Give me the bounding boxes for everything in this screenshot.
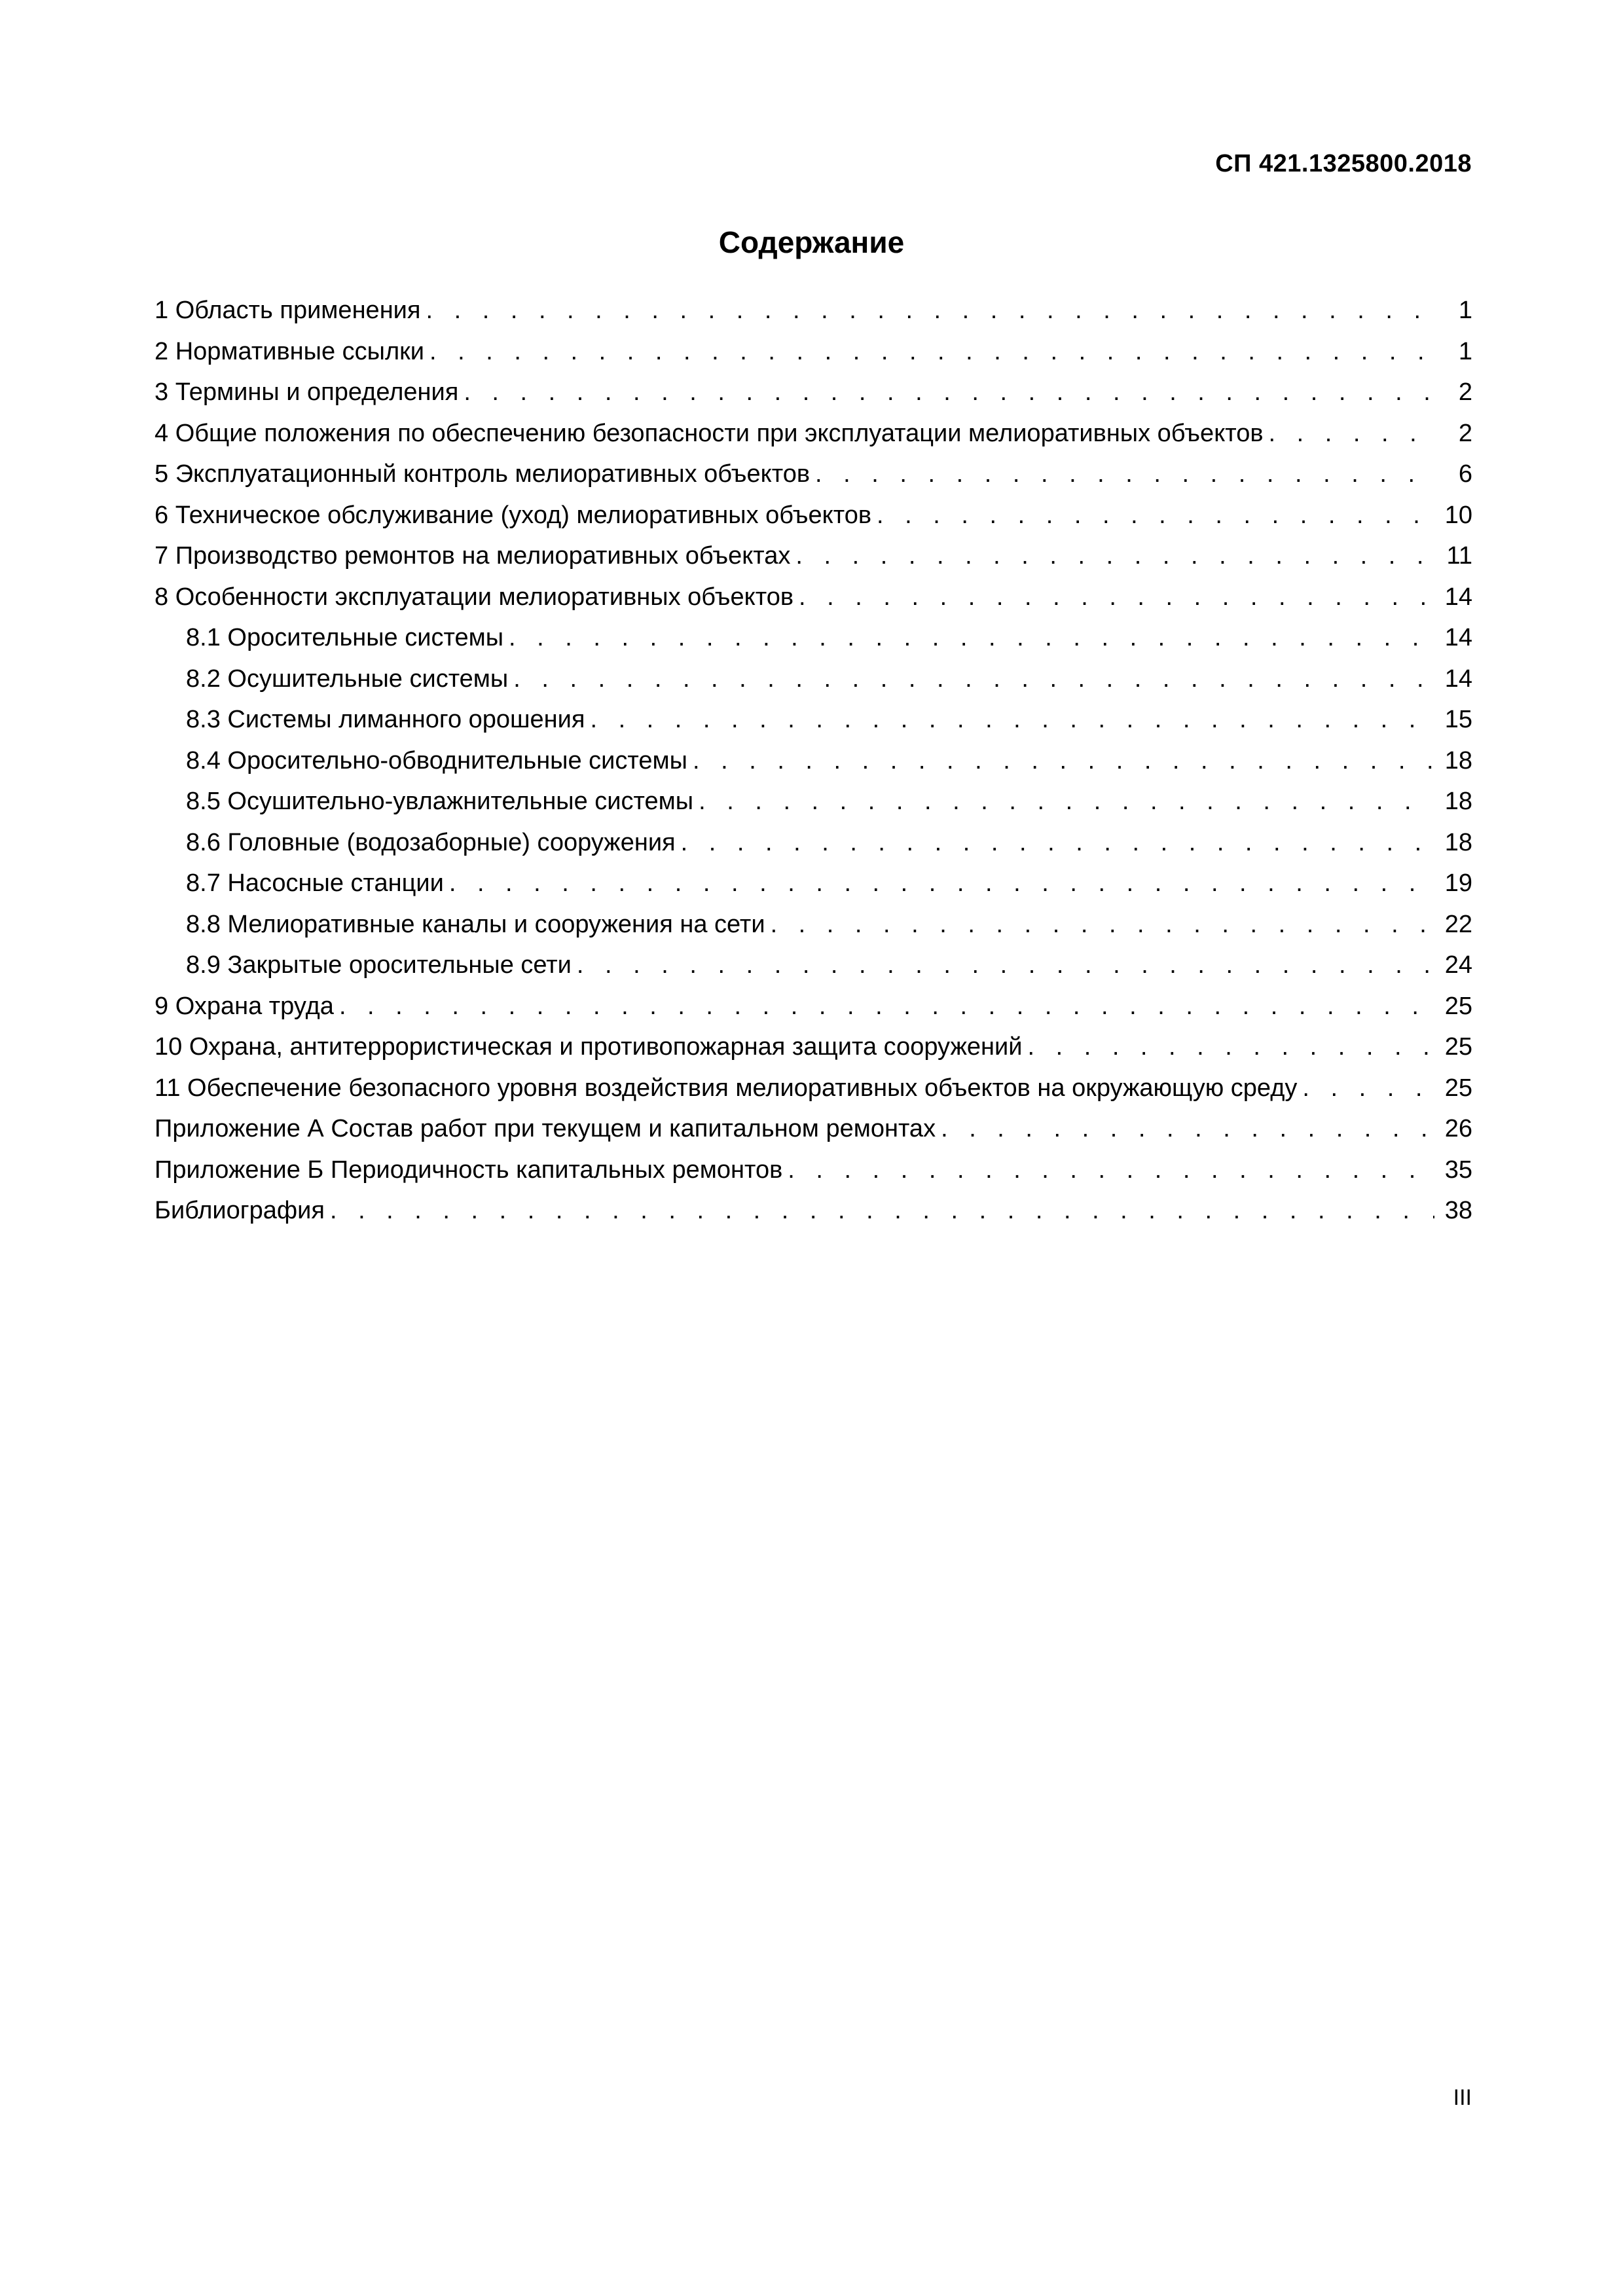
toc-dot-leader xyxy=(513,659,1434,699)
toc-entry-page: 18 xyxy=(1444,828,1472,856)
toc-dot-leader xyxy=(795,536,1434,576)
toc-dot-leader xyxy=(1269,413,1434,454)
toc-dot-leader xyxy=(799,577,1434,617)
toc-entry[interactable] xyxy=(155,986,1472,1027)
toc-entry-label: 1 Область применения xyxy=(155,297,421,324)
toc-entry[interactable] xyxy=(155,495,1472,536)
toc-entry[interactable] xyxy=(155,290,1472,331)
toc-entry-page: 2 xyxy=(1458,378,1472,406)
toc-entry-label: 8.3 Системы лиманного орошения xyxy=(186,706,585,733)
toc-entry-label: Библиография xyxy=(155,1197,325,1224)
toc-dot-leader xyxy=(339,986,1434,1027)
toc-entry-label: 8.9 Закрытые оросительные сети xyxy=(186,951,572,979)
toc-entry[interactable] xyxy=(155,413,1472,454)
toc-entry-page: 18 xyxy=(1444,788,1472,815)
toc-entry-page: 14 xyxy=(1444,665,1472,693)
toc-entry-page: 35 xyxy=(1444,1156,1472,1184)
toc-entry[interactable] xyxy=(155,1108,1472,1150)
toc-entry-label: Приложение А Состав работ при текущем и капитальном ремонтах xyxy=(155,1115,936,1142)
toc-entry-label: 4 Общие положения по обеспечению безопасности при эксплуатации мелиоративных объектов xyxy=(155,419,1264,447)
toc-entry-label: Приложение Б Периодичность капитальных ремонтов xyxy=(155,1156,783,1184)
toc-dot-leader xyxy=(577,945,1434,985)
toc-subentry[interactable] xyxy=(155,699,1472,740)
toc-entry-page: 25 xyxy=(1444,1074,1472,1102)
toc-subentry[interactable] xyxy=(155,822,1472,864)
toc-entry-page: 15 xyxy=(1444,706,1472,733)
toc-dot-leader xyxy=(464,372,1434,412)
toc-entry-page: 14 xyxy=(1444,583,1472,611)
toc-dot-leader xyxy=(699,781,1434,822)
toc-entry-page: 10 xyxy=(1444,501,1472,529)
toc-dot-leader xyxy=(1027,1027,1434,1067)
toc-entry[interactable] xyxy=(155,1150,1472,1191)
toc-subentry[interactable] xyxy=(155,659,1472,700)
toc-entry[interactable] xyxy=(155,536,1472,577)
toc-entry-label: 7 Производство ремонтов на мелиоративных объектах xyxy=(155,542,791,570)
toc-dot-leader xyxy=(681,822,1434,863)
toc-entry-label: 8.4 Оросительно-обводнительные системы xyxy=(186,746,687,774)
document-code: СП 421.1325800.2018 xyxy=(1215,150,1472,177)
toc-dot-leader xyxy=(815,454,1434,494)
toc-entry-label: 8.6 Головные (водозаборные) сооружения xyxy=(186,828,676,856)
toc-entry-page: 6 xyxy=(1458,460,1472,488)
toc-entry-label: 8.5 Осушительно-увлажнительные системы xyxy=(186,788,694,815)
toc-entry-label: 3 Термины и определения xyxy=(155,378,459,406)
toc-entry-page: 22 xyxy=(1444,910,1472,938)
toc-subentry[interactable] xyxy=(155,740,1472,782)
toc-dot-leader xyxy=(693,740,1434,781)
toc-subentry[interactable] xyxy=(155,781,1472,822)
toc-entry-page: 14 xyxy=(1444,624,1472,651)
toc-entry-page: 18 xyxy=(1444,746,1472,774)
toc-entry-label: 9 Охрана труда xyxy=(155,992,334,1020)
toc-entry-label: 8.2 Осушительные системы xyxy=(186,665,509,693)
toc-dot-leader xyxy=(941,1108,1434,1149)
toc-entry[interactable] xyxy=(155,372,1472,413)
toc-entry-label: 5 Эксплуатационный контроль мелиоративных объектов xyxy=(155,460,811,488)
toc-entry-page: 19 xyxy=(1444,869,1472,897)
toc-dot-leader xyxy=(788,1150,1434,1190)
toc-entry[interactable] xyxy=(155,1068,1472,1109)
toc-entry-page: 1 xyxy=(1458,337,1472,365)
toc-dot-leader xyxy=(330,1190,1434,1231)
toc-dot-leader xyxy=(509,617,1434,658)
page-number: III xyxy=(1453,2085,1472,2110)
toc-entry[interactable] xyxy=(155,454,1472,495)
toc-entry-label: 11 Обеспечение безопасного уровня воздействия мелиоративных объектов на окружающую среду xyxy=(155,1074,1298,1102)
toc-entry-page: 26 xyxy=(1444,1115,1472,1142)
toc-dot-leader xyxy=(1302,1068,1434,1108)
toc-entry-page: 25 xyxy=(1444,992,1472,1020)
toc-entry-label: 8.8 Мелиоративные каналы и сооружения на сети xyxy=(186,910,765,938)
toc-entry-page: 25 xyxy=(1444,1033,1472,1061)
table-of-contents xyxy=(155,290,1472,1231)
toc-subentry[interactable] xyxy=(155,617,1472,659)
toc-entry-page: 11 xyxy=(1446,542,1472,570)
toc-entry-label: 8 Особенности эксплуатации мелиоративных объектов xyxy=(155,583,794,611)
toc-entry-label: 10 Охрана, антитеррористическая и противопожарная защита сооружений xyxy=(155,1033,1023,1061)
toc-title: Содержание xyxy=(718,225,905,259)
toc-dot-leader xyxy=(426,290,1434,331)
toc-entry-page: 24 xyxy=(1444,951,1472,979)
toc-entry-label: 8.1 Оросительные системы xyxy=(186,624,504,651)
toc-entry[interactable] xyxy=(155,331,1472,373)
toc-entry[interactable] xyxy=(155,1190,1472,1231)
toc-subentry[interactable] xyxy=(155,904,1472,945)
toc-dot-leader xyxy=(771,904,1434,945)
toc-subentry[interactable] xyxy=(155,863,1472,904)
toc-subentry[interactable] xyxy=(155,945,1472,986)
toc-dot-leader xyxy=(429,331,1434,372)
toc-dot-leader xyxy=(877,495,1434,536)
toc-entry-label: 2 Нормативные ссылки xyxy=(155,337,424,365)
toc-dot-leader xyxy=(449,863,1434,903)
toc-entry[interactable] xyxy=(155,1027,1472,1068)
toc-dot-leader xyxy=(590,699,1434,740)
toc-entry-page: 1 xyxy=(1458,297,1472,324)
toc-entry-page: 38 xyxy=(1444,1197,1472,1224)
toc-entry-label: 6 Техническое обслуживание (уход) мелиоративных объектов xyxy=(155,501,872,529)
toc-entry[interactable] xyxy=(155,577,1472,618)
toc-entry-page: 2 xyxy=(1458,419,1472,447)
toc-entry-label: 8.7 Насосные станции xyxy=(186,869,444,897)
